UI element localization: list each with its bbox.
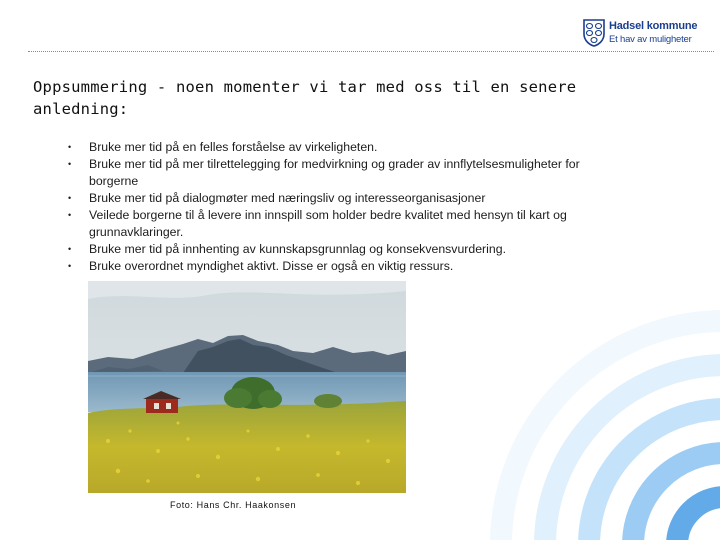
bullet-text: Bruke mer tid på mer tilrettelegging for medvirkning og grader av innflytelsesmuligheter for borgerne: [89, 157, 580, 188]
bullet-text: Bruke overordnet myndighet aktivt. Disse er også en viktig ressurs.: [89, 259, 454, 273]
municipality-logo: [583, 19, 713, 49]
bullet-list: [68, 139, 608, 275]
photo-caption: Foto: Hans Chr. Haakonsen: [170, 500, 297, 510]
bullet-item: [68, 258, 608, 275]
landscape-photo: [88, 281, 406, 493]
bullet-text: Bruke mer tid på en felles forståelse av virkeligheten.: [89, 140, 378, 154]
slide-title: Oppsummering - noen momenter vi tar med oss til en senere anledning:: [33, 78, 577, 118]
bullet-item: [68, 139, 608, 156]
bullet-icon: •: [68, 210, 72, 220]
bullet-text: Bruke mer tid på innhenting av kunnskapsgrunnlag og konsekvensvurdering.: [89, 242, 506, 256]
bullet-icon: •: [68, 142, 72, 152]
header-divider: [28, 51, 714, 52]
logo-tagline: Et hav av muligheter: [609, 34, 692, 45]
bullet-text: Veilede borgerne til å levere inn innspill som holder bedre kvalitet med hensyn til kart og grunnavklaringer.: [89, 208, 567, 239]
bullet-item: [68, 207, 608, 241]
bullet-text: Bruke mer tid på dialogmøter med næringsliv og interesseorganisasjoner: [89, 191, 486, 205]
bullet-item: [68, 156, 608, 190]
coat-of-arms-icon: [583, 19, 605, 47]
bullet-item: [68, 190, 608, 207]
bullet-item: [68, 241, 608, 258]
bullet-icon: •: [68, 159, 72, 169]
bullet-icon: •: [68, 193, 72, 203]
bullet-icon: •: [68, 261, 72, 271]
logo-name: Hadsel kommune: [609, 20, 698, 32]
bullet-icon: •: [68, 244, 72, 254]
